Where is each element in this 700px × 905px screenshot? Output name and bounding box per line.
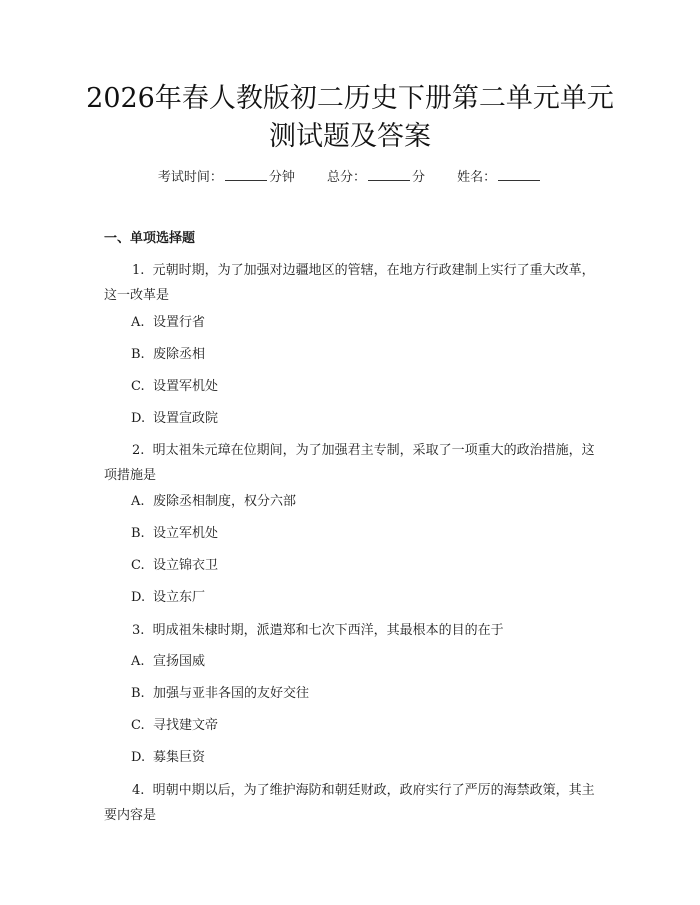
question-1-option-c bbox=[131, 378, 218, 396]
option-letter: B. bbox=[131, 526, 145, 541]
exam-time-blank[interactable] bbox=[225, 168, 267, 181]
option-letter: C. bbox=[131, 379, 145, 394]
question-2 bbox=[104, 438, 596, 488]
option-text: 设立军机处 bbox=[153, 526, 219, 541]
question-1 bbox=[104, 258, 596, 308]
question-1-option-b bbox=[131, 346, 205, 364]
student-name-field bbox=[457, 170, 542, 185]
option-letter: C. bbox=[131, 718, 145, 733]
question-text: 明太祖朱元璋在位期间，为了加强君主专制，采取了一项重大的政治措施，这项措施是 bbox=[104, 443, 595, 483]
question-2-option-a bbox=[131, 493, 296, 511]
question-3 bbox=[104, 618, 596, 643]
option-text: 募集巨资 bbox=[153, 750, 206, 765]
option-text: 废除丞相制度，权分六部 bbox=[153, 494, 297, 509]
question-number: 3. bbox=[132, 623, 145, 638]
total-score-blank[interactable] bbox=[368, 168, 410, 181]
question-4 bbox=[104, 778, 596, 828]
question-1-option-d bbox=[131, 410, 218, 428]
section-title: 一、单项选择题 bbox=[104, 231, 196, 246]
option-letter: A. bbox=[131, 654, 145, 669]
question-1-option-a bbox=[131, 314, 205, 332]
option-letter: B. bbox=[131, 347, 145, 362]
student-name-blank[interactable] bbox=[498, 168, 540, 181]
question-3-option-a bbox=[131, 653, 205, 671]
option-letter: A. bbox=[131, 315, 145, 330]
option-letter: D. bbox=[131, 590, 146, 605]
question-number: 4. bbox=[132, 783, 145, 798]
question-text: 明朝中期以后，为了维护海防和朝廷财政，政府实行了严厉的海禁政策，其主要内容是 bbox=[104, 783, 595, 823]
exam-info-line bbox=[0, 168, 700, 187]
total-score-unit: 分 bbox=[412, 170, 426, 185]
question-3-option-d bbox=[131, 749, 205, 767]
option-text: 废除丞相 bbox=[153, 347, 206, 362]
exam-time-label: 考试时间： bbox=[157, 170, 223, 185]
question-3-option-c bbox=[131, 717, 218, 735]
question-text: 元朝时期，为了加强对边疆地区的管辖，在地方行政建制上实行了重大改革，这一改革是 bbox=[104, 263, 595, 303]
question-2-option-d bbox=[131, 589, 205, 607]
option-text: 设置军机处 bbox=[153, 379, 219, 394]
option-letter: D. bbox=[131, 411, 146, 426]
option-letter: D. bbox=[131, 750, 146, 765]
option-letter: A. bbox=[131, 494, 145, 509]
option-text: 设立锦衣卫 bbox=[153, 558, 219, 573]
question-2-option-b bbox=[131, 525, 218, 543]
question-number: 1. bbox=[132, 263, 145, 278]
option-letter: C. bbox=[131, 558, 145, 573]
option-text: 设置宣政院 bbox=[153, 411, 219, 426]
document-title-line2: 测试题及答案 bbox=[269, 121, 431, 152]
exam-time-field bbox=[158, 170, 299, 185]
question-2-option-c bbox=[131, 557, 218, 575]
option-text: 加强与亚非各国的友好交往 bbox=[153, 686, 310, 701]
student-name-label: 姓名： bbox=[457, 170, 497, 185]
total-score-label: 总分： bbox=[326, 170, 366, 185]
question-3-option-b bbox=[131, 685, 309, 703]
question-text: 明成祖朱棣时期，派遣郑和七次下西洋，其最根本的目的在于 bbox=[152, 623, 504, 638]
total-score-field bbox=[327, 170, 429, 185]
option-text: 设立东厂 bbox=[153, 590, 206, 605]
option-letter: B. bbox=[131, 686, 145, 701]
exam-time-unit: 分钟 bbox=[268, 170, 295, 185]
option-text: 设置行省 bbox=[153, 315, 206, 330]
question-number: 2. bbox=[132, 443, 145, 458]
document-title-line1: 2026年春人教版初二历史下册第二单元单元 bbox=[86, 83, 614, 114]
option-text: 宣扬国威 bbox=[153, 654, 206, 669]
option-text: 寻找建文帝 bbox=[153, 718, 219, 733]
